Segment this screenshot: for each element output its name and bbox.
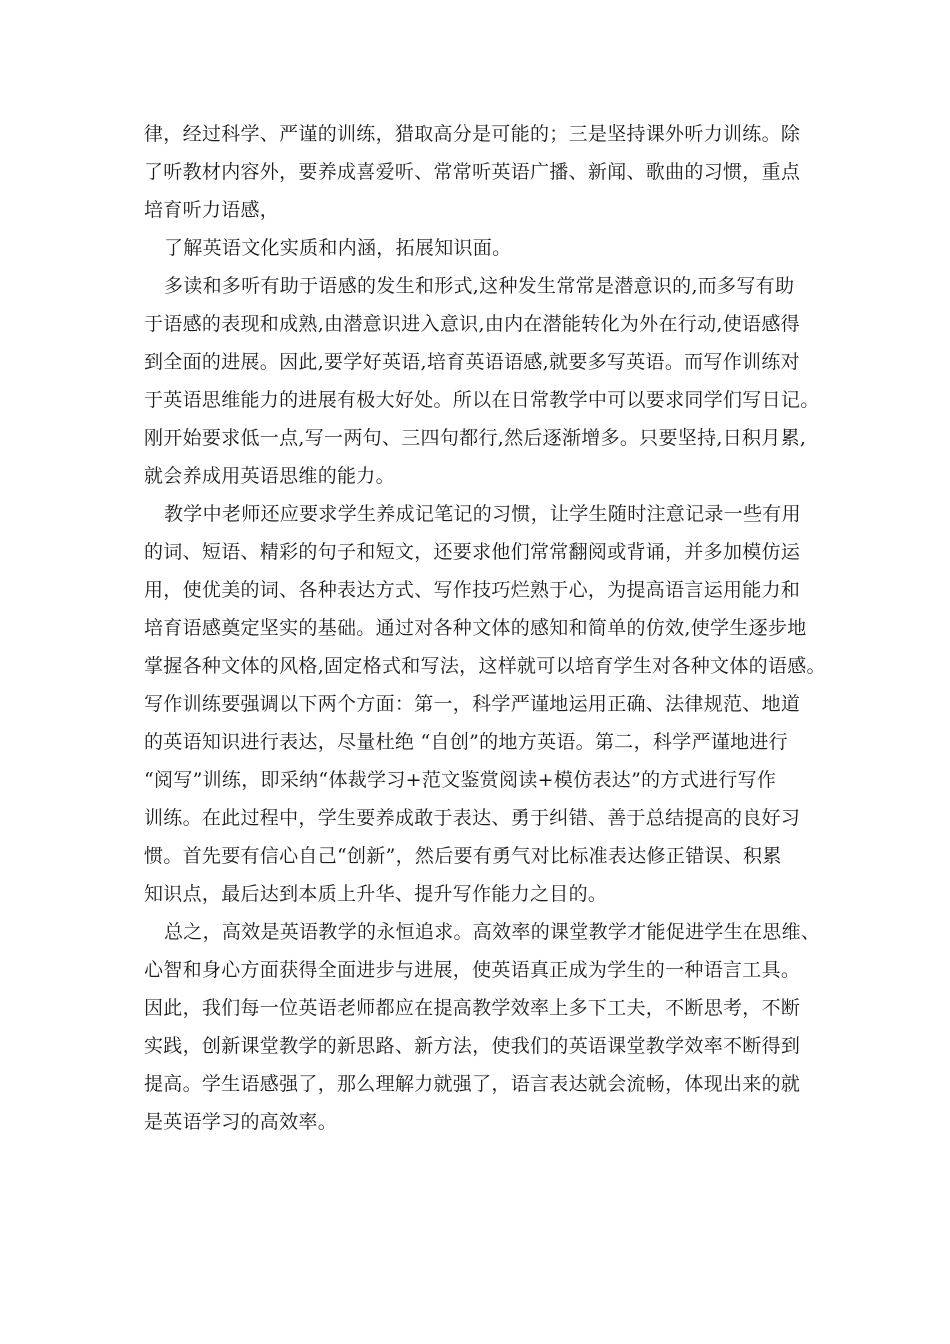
text-line: 多读和多听有助于语感的发生和形式,这种发生常常是潜意识的,而多写有助 — [164, 275, 795, 297]
text-line: 到全面的进展。因此,要学好英语,培育英语语感,就要多写英语。而写作训练对 — [144, 351, 800, 373]
text-line: 教学中老师还应要求学生养成记笔记的习惯，让学生随时注意记录一些有用 — [164, 503, 801, 525]
text-line: 刚开始要求低一点,写一两句、三四句都行,然后逐渐增多。只要坚持,日积月累, — [144, 427, 807, 449]
text-line: 知识点，最后达到本质上升华、提升写作能力之目的。 — [144, 883, 608, 905]
text-line: 惯。首先要有信心自己“创新”，然后要有勇气对比标准表达修正错误、积累 — [144, 845, 782, 867]
text-line: 了听教材内容外，要养成喜爱听、常常听英语广播、新闻、歌曲的习惯，重点 — [144, 161, 801, 183]
text-line: 律，经过科学、严谨的训练，猎取高分是可能的；三是坚持课外听力训练。除 — [144, 123, 801, 145]
text-line: 的词、短语、精彩的句子和短文，还要求他们常常翻阅或背诵，并多加模仿运 — [144, 541, 801, 563]
text-line: 培育听力语感， — [144, 199, 280, 221]
text-line: 实践，创新课堂教学的新思路、新方法，使我们的英语课堂教学效率不断得到 — [144, 1035, 801, 1057]
text-line: 培育语感奠定坚实的基础。通过对各种文体的感知和简单的仿效,使学生逐步地 — [144, 617, 807, 639]
text-line: 就会养成用英语思维的能力。 — [144, 465, 395, 487]
text-line: 用，使优美的词、各种表达方式、写作技巧烂熟于心，为提高语言运用能力和 — [144, 579, 801, 601]
text-line: 提高。学生语感强了，那么理解力就强了，语言表达就会流畅，体现出来的就 — [144, 1073, 801, 1095]
text-line: 心智和身心方面获得全面进步与进展，使英语真正成为学生的一种语言工具。 — [144, 959, 801, 981]
text-line: 因此，我们每一位英语老师都应在提高教学效率上多下工夫，不断思考，不断 — [144, 997, 801, 1019]
text-line: 写作训练要强调以下两个方面：第一，科学严谨地运用正确、法律规范、地道 — [144, 693, 801, 715]
text-line: 是英语学习的高效率。 — [144, 1111, 338, 1133]
text-line: 训练。在此过程中，学生要养成敢于表达、勇于纠错、善于总结提高的良好习 — [144, 807, 801, 829]
text-line: 掌握各种文体的风格,固定格式和写法，这样就可以培育学生对各种文体的语感。 — [144, 655, 826, 677]
text-line: 总之，高效是英语教学的永恒追求。高效率的课堂教学才能促进学生在思维、 — [164, 921, 821, 943]
text-line: 的英语知识进行表达，尽量杜绝 “自创”的地方英语。第二，科学严谨地进行 — [144, 731, 788, 753]
text-line: “阅写”训练，即采纳“体裁学习+范文鉴赏阅读+模仿表达”的方式进行写作 — [144, 769, 777, 791]
text-line: 于语感的表现和成熟,由潜意识进入意识,由内在潜能转化为外在行动,使语感得 — [144, 313, 800, 335]
text-line: 于英语思维能力的进展有极大好处。所以在日常教学中可以要求同学们写日记。 — [144, 389, 820, 411]
text-line: 了解英语文化实质和内涵，拓展知识面。 — [164, 237, 512, 259]
